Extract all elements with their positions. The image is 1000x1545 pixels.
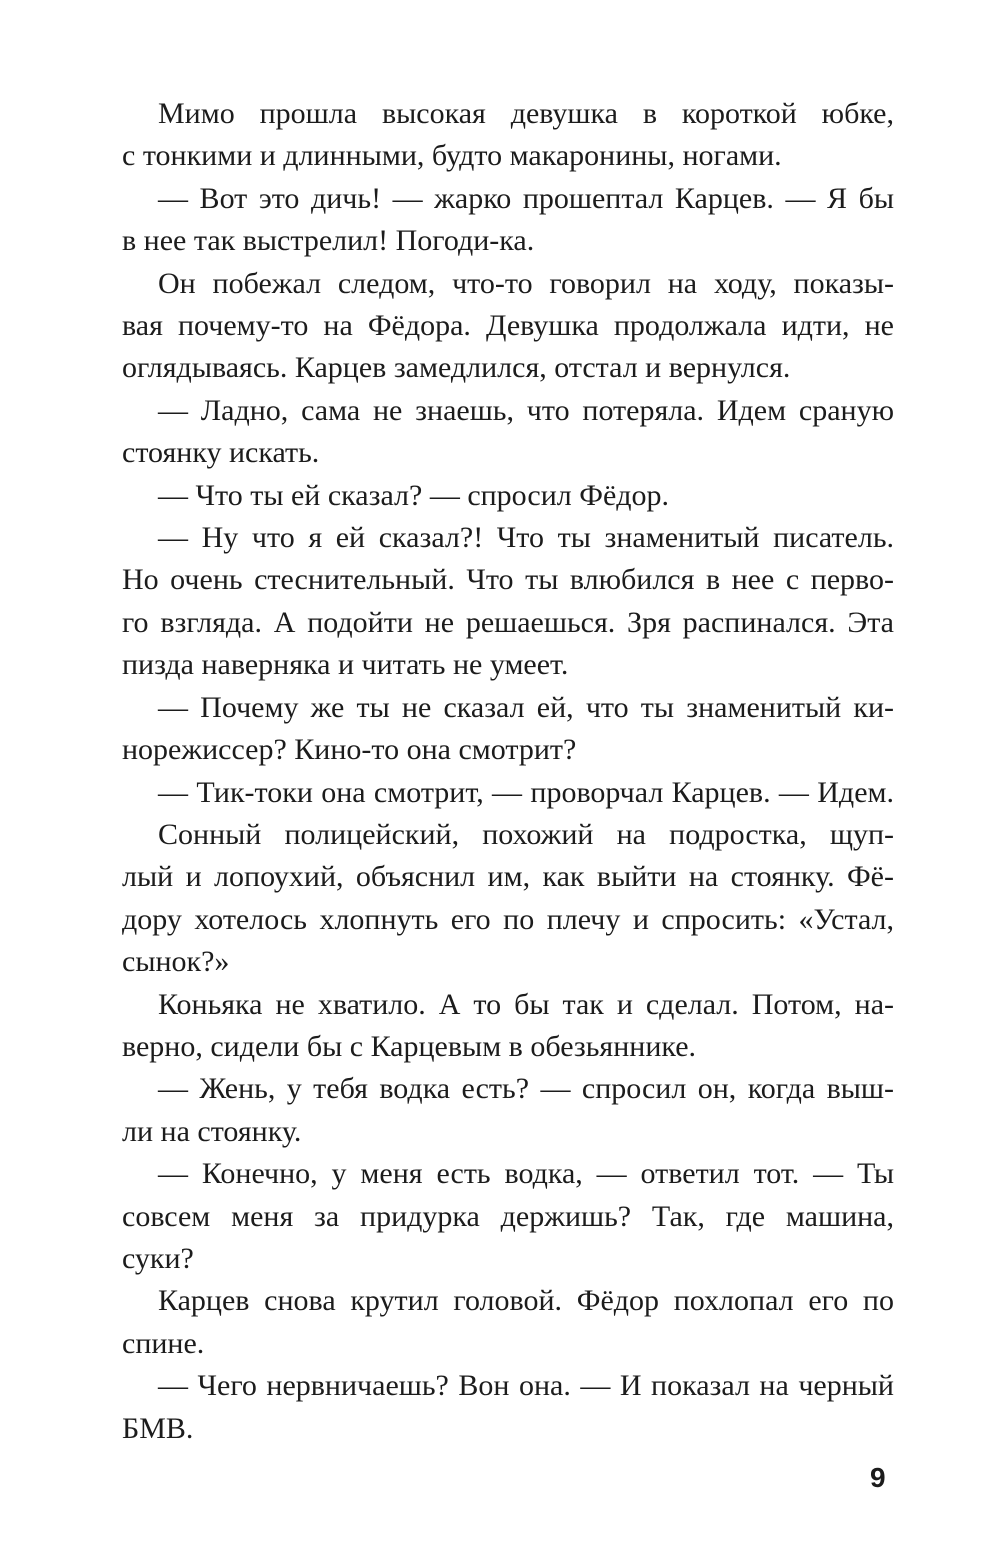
text-line: с тонкими и длинными, будто макаронины, ногами. [122,139,782,173]
text-line: пизда наверняка и читать не умеет. [122,648,569,682]
text-line: ли на стоянку. [122,1114,302,1148]
text-line: норежиссер? Кино-то она смотрит? [122,733,577,767]
text-line: спине. [122,1326,205,1360]
text-line: верно, сидели бы с Карцевым в обезьяннике. [122,1029,697,1063]
text-line: — Жень, у тебя водка есть? — спросил он, когда выш- [158,1072,894,1106]
text-line: Коньяка не хватило. А то бы так и сделал. Потом, на- [158,987,894,1021]
text-line: БМВ. [122,1411,194,1445]
text-line: вая почему-то на Фёдора. Девушка продолжала идти, не [122,309,894,343]
text-line: суки? [122,1241,194,1275]
text-line: лый и лопоухий, объяснил им, как выйти на стоянку. Фё- [122,860,894,894]
text-line: — Вот это дичь! — жарко прошептал Карцев. — Я бы [158,181,894,215]
text-line: — Ну что я ей сказал?! Что ты знаменитый писатель. [158,521,894,555]
text-line: совсем меня за придурка держишь? Так, где машина, [122,1199,894,1233]
text-line: стоянку искать. [122,436,320,470]
text-line: — Конечно, у меня есть водка, — ответил тот. — Ты [158,1157,894,1191]
page-body-text [122,93,894,1450]
text-line: — Что ты ей сказал? — спросил Фёдор. [158,478,670,512]
text-line: Но очень стеснительный. Что ты влюбился в нее с перво- [122,563,894,597]
page-number: 9 [870,1462,886,1493]
text-line: — Тик-токи она смотрит, — проворчал Карцев. — Идем. [158,775,894,809]
text-line: Мимо прошла высокая девушка в короткой юбке, [158,97,894,130]
text-line: в нее так выстрелил! Погоди-ка. [122,224,535,258]
text-line: Сонный полицейский, похожий на подростка, щуп- [158,817,894,851]
text-line: го взгляда. А подойти не решаешься. Зря распинался. Эта [122,605,894,639]
text-line: — Почему же ты не сказал ей, что ты знаменитый ки- [158,690,894,724]
text-line: Карцев снова крутил головой. Фёдор похлопал его по [158,1284,894,1318]
text-line: — Чего нервничаешь? Вон она. — И показал на черный [158,1369,894,1403]
text-line: сынок?» [122,945,230,979]
text-line: Он побежал следом, что-то говорил на ходу, показы- [158,266,894,300]
text-line: оглядываясь. Карцев замедлился, отстал и вернулся. [122,351,791,385]
text-line: дору хотелось хлопнуть его по плечу и спросить: «Устал, [122,902,894,936]
text-line: — Ладно, сама не знаешь, что потеряла. Идем сраную [158,393,894,427]
